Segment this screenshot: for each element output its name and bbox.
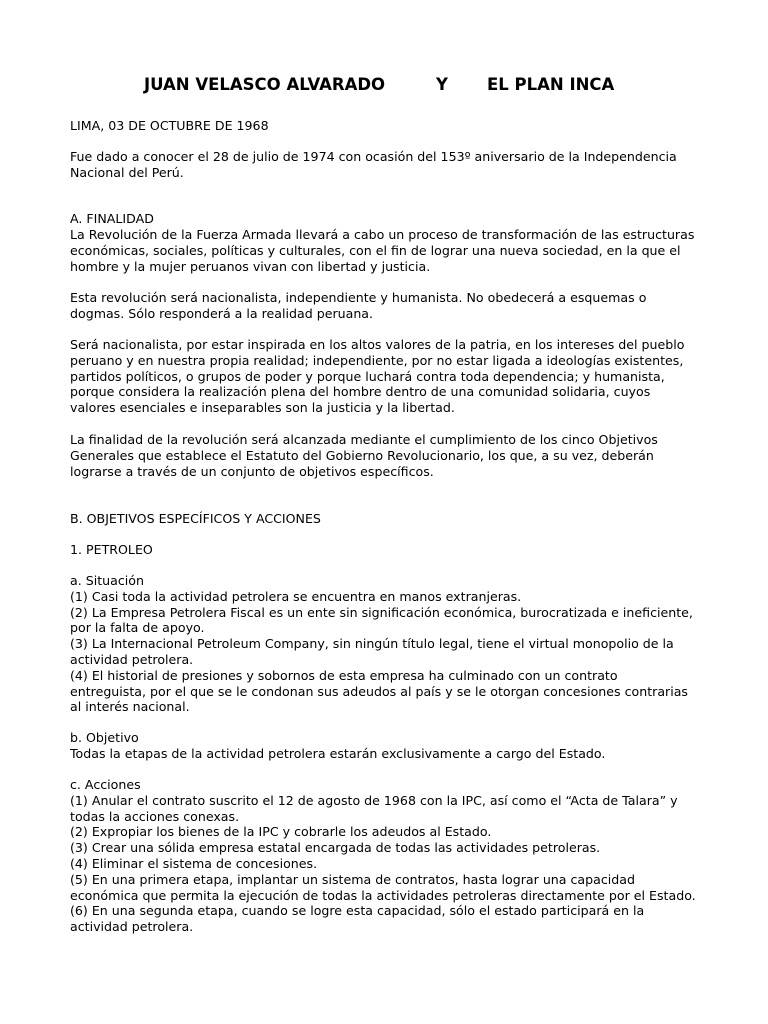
document-title	[70, 75, 694, 97]
section-a-paragraph-3: Será nacionalista, por estar inspirada en los altos valores de la patria, en los intereses del pueblo peruano y en nuestra propia realidad; independiente, por no estar ligada a ideologías existentes, partidos políticos, o grupos de poder y porque luchará contra toda dependencia; y humanista, porque considera la realización plena del hombre dentro de una comunidad solidaria, cuyos valores esenciales e inseparables son la justicia y la libertad.	[70, 337, 685, 416]
date-line: LIMA, 03 DE OCTUBRE DE 1968	[70, 118, 269, 133]
title-part-1: JUAN VELASCO ALVARADO	[144, 75, 386, 94]
intro-paragraph: Fue dado a conocer el 28 de julio de 1974 con ocasión del 153º aniversario de la Independencia Nacional del Perú.	[70, 149, 677, 180]
section-b-heading: B. OBJETIVOS ESPECÍFICOS Y ACCIONES	[70, 511, 321, 526]
title-part-2: Y	[436, 75, 448, 94]
objetivo-block: b. Objetivo Todas la etapas de la actividad petrolera estarán exclusivamente a cargo del Estado.	[70, 730, 606, 761]
title-part-3: EL PLAN INCA	[487, 75, 615, 94]
acciones-list: c. Acciones (1) Anular el contrato suscrito el 12 de agosto de 1968 con la IPC, así como el “Acta de Talara” y todas la acciones conexas. (2) Expropiar los bienes de la IPC y cobrarle los adeudos al Estado. (3) Crear una sólida empresa estatal encargada de todas las actividades petroleras. (4) Eliminar el sistema de concesiones. (5) En una primera etapa, implantar un sistema de contratos, hasta lograr una capacidad económica que permita la ejecución de todas la actividades petroleras directamente por el Estado. (6) En una segunda etapa, cuando se logre esta capacidad, sólo el estado participará en la actividad petrolera.	[70, 777, 696, 935]
section-a-paragraph-4: La finalidad de la revolución será alcanzada mediante el cumplimiento de los cinco Objetivos Generales que establece el Estatuto del Gobierno Revolucionario, los que, a su vez, deberán lograrse a través de un conjunto de objetivos específicos.	[70, 432, 658, 479]
section-a-paragraph-1: La Revolución de la Fuerza Armada llevará a cabo un proceso de transformación de las estructuras económicas, sociales, políticas y culturales, con el fin de lograr una nueva sociedad, en la que el hombre y la mujer peruanos vivan con libertad y justicia.	[70, 227, 695, 274]
situacion-list: a. Situación (1) Casi toda la actividad petrolera se encuentra en manos extranjeras. (2) La Empresa Petrolera Fiscal es un ente sin significación económica, burocratizada e ineficiente, por la falta de apoyo. (3) La Internacional Petroleum Company, sin ningún título legal, tiene el virtual monopolio de la actividad petrolera. (4) El historial de presiones y sobornos de esta empresa ha culminado con un contrato entreguista, por el que se le condonan sus adeudos al país y se le otorgan concesiones contrarias al interés nacional.	[70, 573, 693, 715]
section-a-heading: A. FINALIDAD	[70, 211, 154, 226]
section-b-subheading: 1. PETROLEO	[70, 542, 153, 557]
section-a-paragraph-2: Esta revolución será nacionalista, independiente y humanista. No obedecerá a esquemas o dogmas. Sólo responderá a la realidad peruana.	[70, 290, 647, 321]
